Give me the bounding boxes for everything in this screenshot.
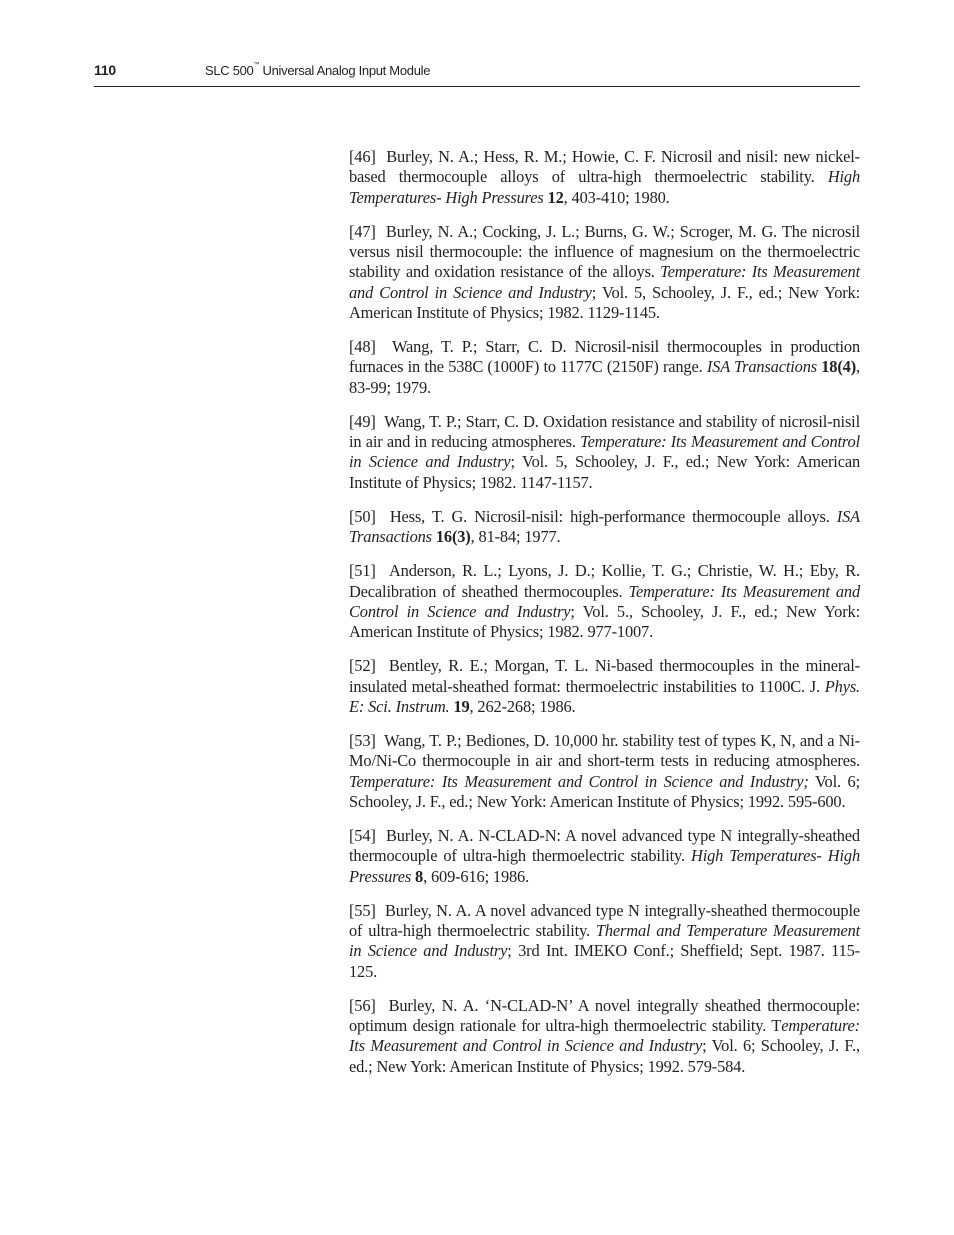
reference-text: Bentley, R. E.; Morgan, T. L. Ni-based thermocouples in the mineral-insulated metal-sheathed format: thermoelectric instabilities to 1100C. J. <box>349 656 860 696</box>
reference-text: ; Vol. 5., Schooley, J. F., ed.; New York: American Institute of Physics; 1982. 977-1007. <box>349 601 860 641</box>
reference-number: [50] <box>349 506 376 526</box>
reference-entry <box>349 147 860 208</box>
reference-text: Burley, N. A. A novel advanced type N integrally-sheathed thermocouple of ultra-high thermoelectric stability. <box>349 900 861 940</box>
reference-source-title: emperature: Its Measurement and Control in Science and Industry <box>349 1016 860 1056</box>
running-title-subtitle: Universal Analog Input Module <box>262 63 431 78</box>
reference-text: , 403-410; 1980. <box>563 187 670 207</box>
reference-number: [52] <box>349 656 376 676</box>
running-title <box>205 63 430 78</box>
reference-entry <box>349 507 860 548</box>
reference-volume: 16(3) <box>435 527 471 546</box>
reference-volume: 12 <box>547 187 564 207</box>
page-number: 110 <box>94 62 116 78</box>
reference-number: [51] <box>349 561 376 581</box>
reference-source-title: ISA Transactions <box>349 506 860 546</box>
reference-text: Wang, T. P.; Bediones, D. 10,000 hr. stability test of types K, N, and a Ni-Mo/Ni-Co thermocouple in air and short-term tests in reducing atmospheres. <box>349 731 860 771</box>
reference-number: [54] <box>349 826 376 845</box>
reference-text: Hess, T. G. Nicrosil-nisil: high-performance thermocouple alloys. <box>389 506 837 526</box>
reference-source-title: Temperature: Its Measurement and Control in Science and Industry <box>349 432 860 472</box>
reference-number: [56] <box>349 995 376 1015</box>
reference-text: , 83-99; 1979. <box>349 357 860 397</box>
reference-source-title: Temperature: Its Measurement and Control in Science and Industry; <box>349 771 809 791</box>
reference-number: [53] <box>349 731 376 750</box>
reference-source-title: Phys. E: Sci. Instrum. <box>349 676 860 716</box>
reference-number: [55] <box>349 900 376 920</box>
reference-volume: 8 <box>415 866 424 886</box>
reference-entry <box>349 412 860 493</box>
reference-text: ; Vol. 6; Schooley, J. F., ed.; New York: American Institute of Physics; 1992. 579-584. <box>349 1036 860 1076</box>
reference-entry <box>349 337 860 398</box>
reference-text: Burley, N. A. N-CLAD-N: A novel advanced type N integrally-sheathed thermocouple of ultra-high thermoelectric stability. <box>349 826 860 866</box>
reference-source-title: High Temperatures- High Pressures <box>349 846 860 886</box>
reference-text: Burley, N. A.; Hess, R. M.; Howie, C. F. Nicrosil and nisil: new nickel-based thermocouple alloys of ultra-high thermoelectric stability. <box>349 147 860 187</box>
reference-entry <box>349 731 860 812</box>
reference-list <box>349 147 860 1091</box>
reference-text: ; 3rd Int. IMEKO Conf.; Sheffield; Sept. 1987. 115-125. <box>349 941 860 981</box>
reference-source-title: Thermal and Temperature Measurement in Science and Industry <box>349 921 861 961</box>
reference-text: Wang, T. P.; Starr, C. D. Oxidation resistance and stability of nicrosil-nisil in air and in reducing atmospheres. <box>349 411 860 451</box>
reference-text: , 262-268; 1986. <box>469 696 576 716</box>
reference-text: ; Vol. 5, Schooley, J. F., ed.; New York: American Institute of Physics; 1982. 1147-1157. <box>349 452 861 492</box>
reference-entry <box>349 561 860 642</box>
reference-text: Burley, N. A.; Cocking, J. L.; Burns, G. W.; Scroger, M. G. The nicrosil versus nisil thermocouple: the influence of magnesium on the thermoelectric stability and oxidation resistance of the alloys. <box>349 221 860 282</box>
reference-number: [49] <box>349 411 376 431</box>
reference-source-title: Temperature: Its Measurement and Control in Science and Industry <box>349 262 860 302</box>
reference-text: , 609-616; 1986. <box>423 866 530 886</box>
page-header <box>94 62 860 87</box>
reference-text: Burley, N. A. ‘N-CLAD-N’ A novel integrally sheathed thermocouple: optimum design rationale for ultra-high thermoelectric stability. T <box>349 995 860 1035</box>
reference-text: Wang, T. P.; Starr, C. D. Nicrosil-nisil thermocouples in production furnaces in the 538C (1000F) to 1177C (2150F) range. <box>349 337 860 377</box>
reference-text: Vol. 6; Schooley, J. F., ed.; New York: American Institute of Physics; 1992. 595-600. <box>349 771 860 811</box>
reference-entry <box>349 656 860 717</box>
running-title-product: SLC 500 <box>205 63 254 78</box>
reference-entry <box>349 996 860 1077</box>
reference-number: [46] <box>349 147 376 166</box>
trademark-symbol: ™ <box>253 62 260 68</box>
reference-entry <box>349 826 860 887</box>
reference-number: [48] <box>349 337 376 356</box>
reference-source-title: Temperature: Its Measurement and Control in Science and Industry <box>349 581 860 621</box>
reference-text: Anderson, R. L.; Lyons, J. D.; Kollie, T. G.; Christie, W. H.; Eby, R. Decalibration of sheathed thermocouples. <box>349 561 860 601</box>
reference-text: ; Vol. 5, Schooley, J. F., ed.; New York: American Institute of Physics; 1982. 1129-1145. <box>349 282 860 322</box>
reference-entry <box>349 901 860 982</box>
reference-volume: 18(4) <box>821 357 857 377</box>
reference-source-title: ISA Transactions <box>706 357 817 377</box>
reference-volume: 19 <box>453 696 470 716</box>
reference-text: , 81-84; 1977. <box>470 527 561 546</box>
reference-number: [47] <box>349 221 376 241</box>
reference-source-title: High Temperatures- High Pressures <box>349 167 860 207</box>
reference-entry <box>349 222 860 323</box>
